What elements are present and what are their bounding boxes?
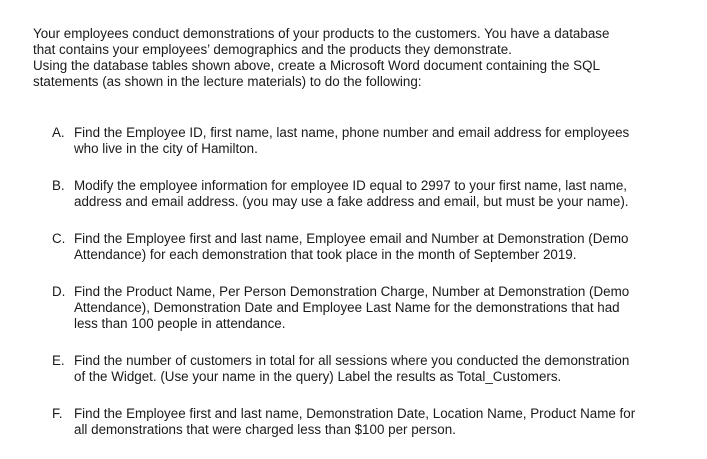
task-item-c [52,231,692,263]
task-line: Modify the employee information for employee ID equal to 2997 to your first name, last name, [74,178,628,193]
task-line: Attendance), Demonstration Date and Employee Last Name for the demonstrations that had [74,300,620,315]
task-item-f [52,406,692,438]
intro-line: statements (as shown in the lecture materials) to do the following: [33,74,422,89]
intro-paragraph [33,26,693,90]
intro-line: that contains your employees’ demographics and the products they demonstrate. [33,42,512,57]
task-marker: A. [52,125,65,140]
task-item-d [52,284,692,332]
task-marker: F. [52,406,63,421]
intro-line: Using the database tables shown above, create a Microsoft Word document containing the SQL [33,58,600,73]
task-line: less than 100 people in attendance. [74,316,286,331]
intro-line: Your employees conduct demonstrations of your products to the customers. You have a database [33,26,610,41]
task-line: who live in the city of Hamilton. [74,141,258,156]
task-marker: D. [52,284,66,299]
task-marker: C. [52,231,66,246]
task-line: Find the Employee first and last name, Employee email and Number at Demonstration (Demo [74,231,629,246]
task-line: address and email address. (you may use a fake address and email, but must be your name). [74,194,629,209]
task-line: Find the Employee ID, first name, last name, phone number and email address for employees [74,125,630,140]
task-line: Attendance) for each demonstration that took place in the month of September 2019. [74,247,577,262]
task-marker: B. [52,178,65,193]
task-line: Find the Product Name, Per Person Demonstration Charge, Number at Demonstration (Demo [74,284,630,299]
task-text [74,231,692,263]
task-item-a [52,125,692,157]
task-text [74,125,692,157]
task-text [74,353,692,385]
task-line: Find the Employee first and last name, Demonstration Date, Location Name, Product Name for [74,406,636,421]
task-list [52,125,692,459]
task-item-b [52,178,692,210]
task-text [74,406,692,438]
task-line: Find the number of customers in total for all sessions where you conducted the demonstration [74,353,630,368]
task-text [74,178,692,210]
task-text [74,284,692,332]
task-item-e [52,353,692,385]
task-marker: E. [52,353,65,368]
task-line: all demonstrations that were charged less than $100 per person. [74,422,456,437]
task-line: of the Widget. (Use your name in the query) Label the results as Total_Customers. [74,369,562,384]
